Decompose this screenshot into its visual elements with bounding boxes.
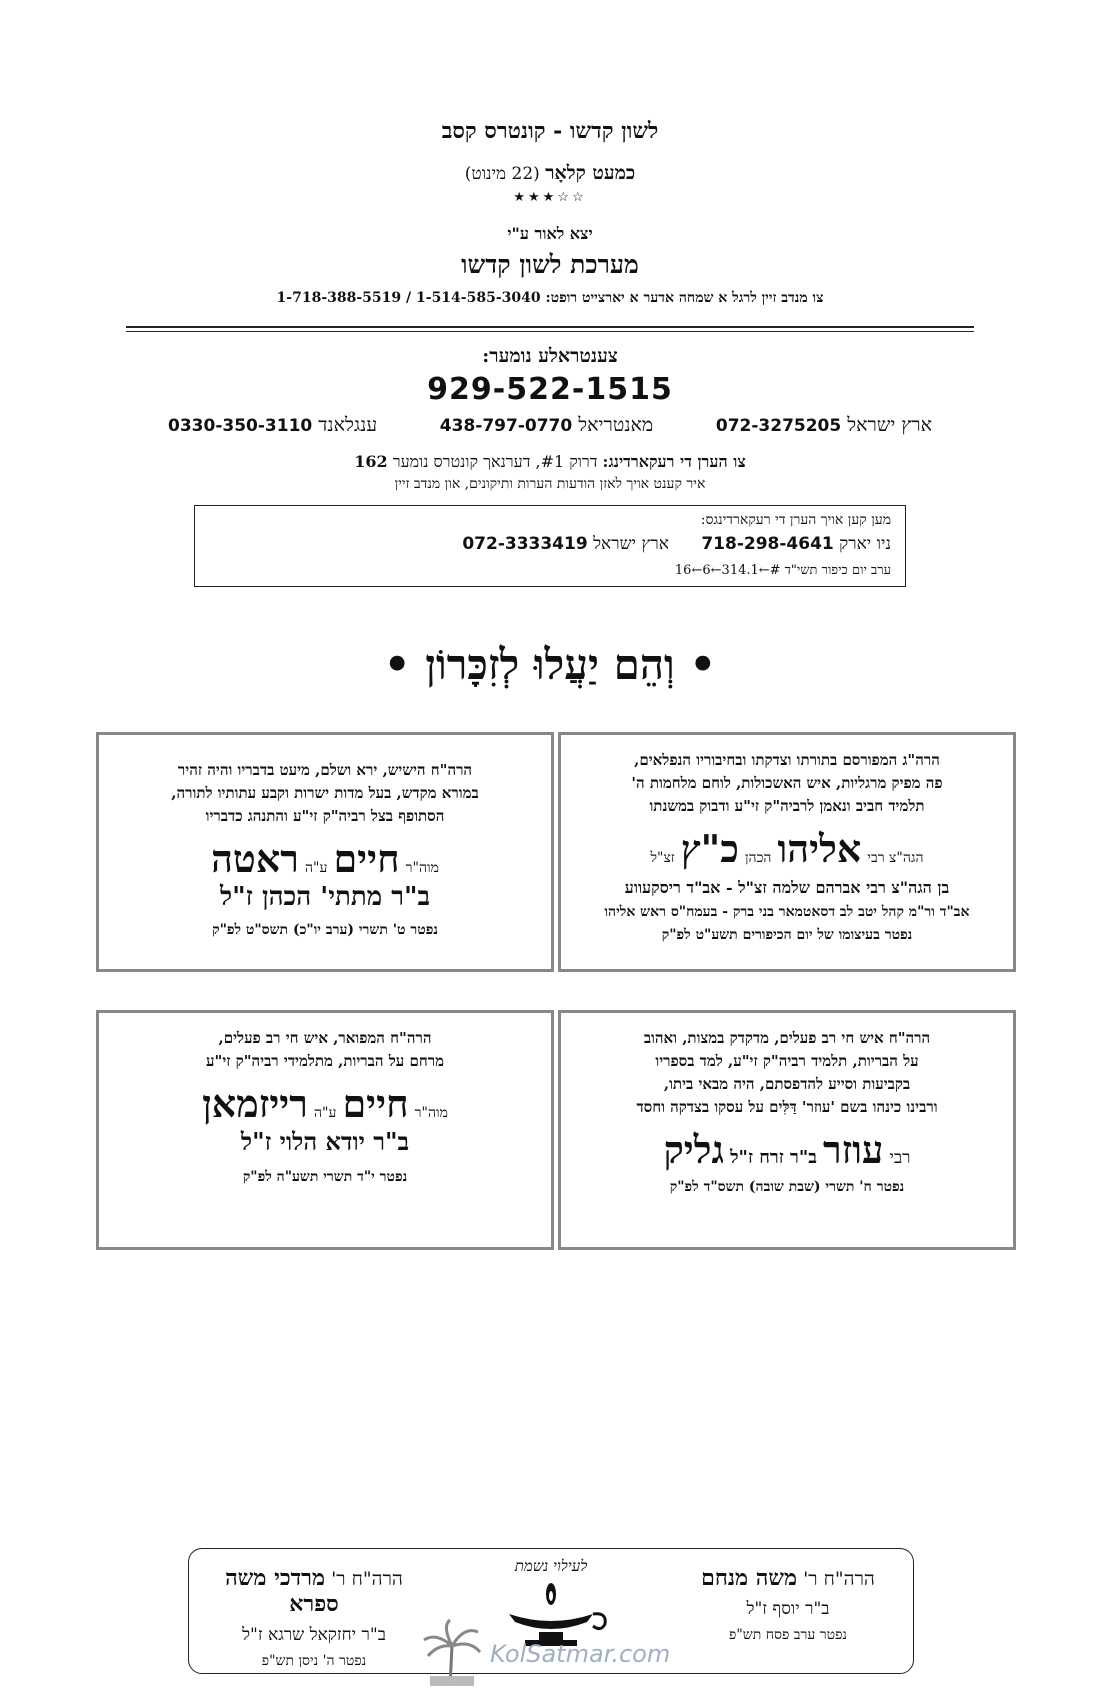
site-watermark: KolSatmar.com	[490, 1640, 671, 1668]
series-title-text: לשון קדשו - קונטרס	[476, 118, 659, 144]
duration-label: (22 מינוט)	[464, 164, 540, 184]
memorial-box	[558, 1010, 1016, 1250]
divider-thick	[126, 326, 974, 328]
memorial-box	[96, 1010, 554, 1250]
name: מרדכי משה ספרא	[225, 1565, 339, 1617]
divider-thin	[126, 331, 974, 332]
central-label: צענטראלע נומער:	[482, 345, 618, 367]
tribute-line: תלמיד חביב ונאמן לרביה"ק זי"ע ודבוק במשנתו	[649, 797, 925, 815]
passed: נפטר ערב פסח תש"פ	[729, 1627, 847, 1643]
rating-stars: ★★★☆☆	[513, 190, 587, 205]
phone-number: 438-797-0770	[439, 416, 573, 436]
name-end: גליק	[663, 1127, 725, 1172]
recording-box-phones	[462, 534, 891, 554]
name-prefix: הגה"צ רבי	[867, 850, 924, 866]
name-prefix: מוה"ר	[414, 1105, 448, 1121]
name-mid: ע"ה	[305, 860, 328, 876]
recording-instructions	[0, 452, 1100, 472]
name-mid: ב"ר זרח ז"ל	[730, 1147, 817, 1168]
contact-line: צו מנדב זיין לרגל א שמחה אדער א יארצייט רופט: 1-514-585-3040 / 1-718-388-5519	[276, 290, 824, 306]
ny-number[interactable]: 718-298-4641	[701, 534, 834, 554]
deceased-name	[99, 836, 551, 882]
tribute-line: הרה"ח המפואר, איש חי רב פעלים,	[218, 1029, 432, 1047]
phone-list	[168, 414, 932, 437]
footer-left-dedication	[199, 1565, 429, 1670]
passed-line: נפטר ח' תשרי (שבת שובה) תשס"ד לפ"ק	[669, 1179, 905, 1195]
name-end: רייזמאן	[202, 1081, 308, 1126]
father: ב"ר יחזקאל שרגא ז"ל	[242, 1625, 386, 1645]
phone-israel[interactable]	[716, 414, 932, 437]
name-end: כ"ץ	[680, 826, 739, 871]
published-by: יצא לאור ע"י	[507, 224, 593, 243]
recording-path: ערב יום כיפור תשי"ד #←314.1←6←16	[674, 563, 891, 578]
phone-place: ענגלאנד	[318, 414, 378, 436]
recording-box	[194, 505, 906, 587]
org-name: מערכת לשון קדשו	[461, 250, 639, 279]
series-number: קסב	[441, 118, 477, 144]
name-prefix: רבי	[889, 1148, 911, 1168]
name-suffix: זצ"ל	[650, 850, 675, 866]
name-main: עוזר	[822, 1127, 884, 1172]
phone-number: 072-3275205	[715, 416, 842, 436]
footer-right-name	[673, 1565, 903, 1591]
role-line: אב"ד ור"מ קהל יטב לב דסאטמאר בני ברק - בעמח"ס ראש אליהו	[604, 904, 970, 920]
tribute-line: הרה"ח הישיש, ירא ושלם, מיעט בדבריו והיה זהיר	[177, 761, 473, 779]
series-title	[0, 118, 1100, 144]
ny-label: ניו יארק	[839, 534, 891, 554]
name: משה מנחם	[701, 1565, 798, 1591]
name-main: חיים	[342, 1081, 409, 1126]
father-line: בן הגה"צ רבי אברהם שלמה זצ"ל - אב"ד ריסקעווע	[624, 878, 950, 897]
passed-line: נפטר בעיצומו של יום הכיפורים תשע"ט לפ"ק	[661, 927, 913, 943]
comments-line: איר קענט אויך לאזן הודעות הערות ותיקונים, און מנדב זיין	[394, 476, 706, 492]
phone-place: מאנטריאל	[578, 414, 654, 436]
footer-left-name	[199, 1565, 429, 1617]
father-line	[99, 1127, 551, 1157]
name-mid: ע"ה	[313, 1105, 337, 1121]
name-mid: הכהן	[744, 850, 772, 866]
father-name: ב"ר יודא הלוי ז"ל	[240, 1127, 410, 1156]
clarity-label: כמעט קלאָר	[545, 162, 636, 184]
tribute-line: מרחם על הבריות, מתלמידי רביה"ק זי"ע	[206, 1052, 444, 1070]
recording-label: צו הערן די רעקארדינג:	[602, 452, 746, 471]
memorial-title: • וְהֵם יַעֲלוּ לְזִכָּרוֹן •	[383, 640, 717, 689]
phone-place: ארץ ישראל	[847, 414, 932, 436]
phone-number: 0330-350-3110	[168, 416, 313, 436]
phone-england[interactable]	[168, 414, 377, 437]
phone-montreal[interactable]	[440, 414, 653, 437]
name-main: חיים	[333, 836, 400, 881]
memorial-box	[96, 732, 554, 972]
central-number[interactable]: 929-522-1515	[427, 372, 673, 407]
tribute-line: במורא מקדש, בעל מדות ישרות וקבע עתותיו לתורה,	[171, 784, 479, 802]
palm-tree-icon	[420, 1618, 484, 1688]
center-caption: לעילוי נשמת	[514, 1557, 588, 1575]
tribute-line: הסתופף בצל רביה"ק זי"ע והתנהג כדבריו	[205, 807, 445, 825]
title: הרה"ח ר'	[803, 1568, 875, 1590]
deceased-name	[561, 826, 1013, 872]
title: הרה"ח ר'	[331, 1568, 403, 1590]
tribute-line: הרה"ג המפורסם בתורתו וצדקתו ובחיבוריו הנפלאים,	[634, 751, 940, 769]
name-prefix: מוה"ר	[405, 860, 439, 876]
father-line	[99, 882, 551, 912]
deceased-name	[99, 1081, 551, 1127]
deceased-name	[561, 1127, 1013, 1173]
passed-line: נפטר י"ד תשרי תשע"ה לפ"ק	[242, 1169, 408, 1185]
il-number[interactable]: 072-3333419	[462, 534, 588, 554]
name-end: ראטה	[211, 836, 299, 881]
tribute-line: הרה"ח איש חי רב פעלים, מדקדק במצות, ואהוב	[643, 1029, 931, 1047]
passed-line: נפטר ט' תשרי (ערב יו"כ) תשס"ט לפ"ק	[212, 922, 438, 938]
tribute-line: בקביעות וסייע להדפסתם, היה מבאי ביתו,	[663, 1075, 911, 1093]
footer-right-dedication	[673, 1565, 903, 1644]
father: ב"ר יוסף ז"ל	[746, 1599, 830, 1619]
father-name: ב"ר מתתי' הכהן ז"ל	[219, 882, 431, 912]
recording-number: 162	[354, 452, 388, 471]
il-label: ארץ ישראל	[593, 534, 669, 554]
name-main: אליהו	[777, 826, 862, 871]
passed: נפטר ה' ניסן תש"פ	[261, 1653, 367, 1669]
recording-box-intro: מען קען אויך הערן די רעקארדינגס:	[700, 512, 891, 528]
tribute-line: על הבריות, תלמיד רביה"ק זי"ע, למד בספריו	[655, 1052, 919, 1070]
tribute-line: פה מפיק מרגליות, איש האשכולות, לוחם מלחמות ה'	[631, 774, 943, 792]
duration-line	[0, 162, 1100, 185]
memorial-box	[558, 732, 1016, 972]
recording-steps: דרוק #1, דערנאך קונטרס נומער	[387, 452, 603, 471]
tribute-line: ורבינו כינהו בשם 'עוזר' דַּלִּים על עסקו בצדקה וחסד	[636, 1098, 938, 1116]
